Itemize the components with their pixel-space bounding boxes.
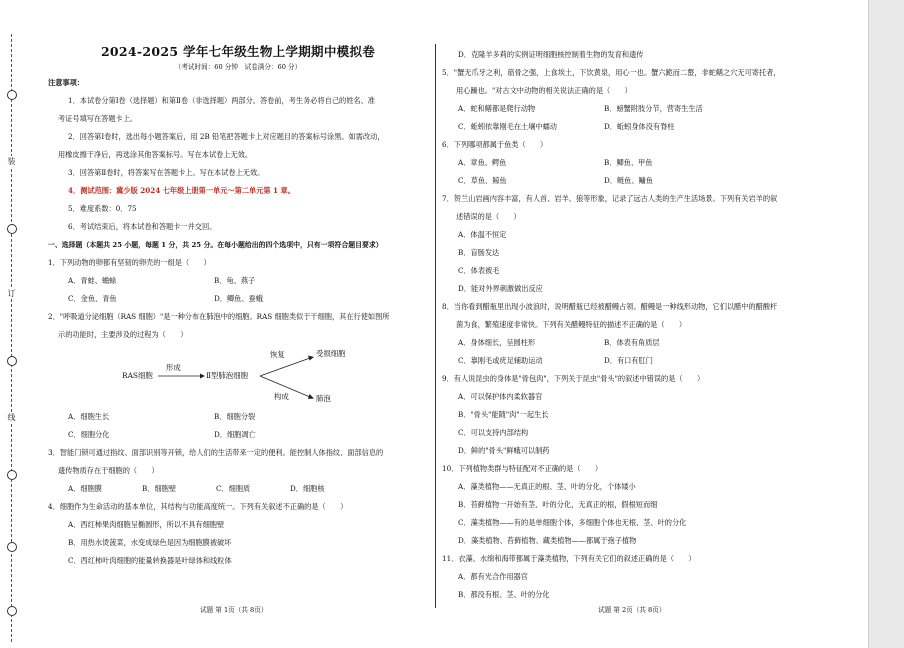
gutter-circle-icon xyxy=(7,606,17,616)
diagram-node-type2: Ⅱ型肺泡细胞 xyxy=(206,371,248,380)
option: C．体表被毛 xyxy=(458,266,500,275)
page-footer-left: 试题 第 1页（共 8页） xyxy=(200,606,268,614)
gutter-circle-icon xyxy=(7,90,17,100)
question-stem: 述错误的是（ ） xyxy=(456,212,521,221)
viewer-background xyxy=(869,0,904,648)
option: B．鲫鱼、甲鱼 xyxy=(604,158,653,167)
question-stem: 8．当你看到醋瓶里出现小波浪时，说明醋瓶已经被醋鳗占领。醋鳗是一种线形动物，它们以醋中的醋酸杆 xyxy=(442,302,778,311)
diagram-edge-restore: 恢复 xyxy=(270,350,285,359)
gutter-circle-icon xyxy=(7,470,17,480)
question-stem: 菌为食，繁殖速度非常快。下列有关醋鳗特征的描述不正确的是（ ） xyxy=(456,320,687,329)
option: D．鲢鱼、鳙鱼 xyxy=(604,176,653,185)
option: A．藻类植物——无真正的根、茎、叶的分化，个体矮小 xyxy=(458,482,636,491)
option: B．用热水烫菠菜，水变成绿色是因为细胞膜被破坏 xyxy=(68,538,232,547)
option: D．蚯蚓身体没有脊柱 xyxy=(604,122,675,131)
notice-item-scope xyxy=(48,182,428,200)
scope-value: 冀少版 2024 七年级上册第一单元～第二单元第 1 章。 xyxy=(116,186,295,195)
option: A．细胞膜 xyxy=(68,484,102,493)
option: D．细胞凋亡 xyxy=(214,430,256,439)
diagram-node-damaged: 受损细胞 xyxy=(316,349,346,358)
option: C．可以支持内部结构 xyxy=(458,428,529,437)
column-divider xyxy=(435,44,436,608)
option: D．细胞核 xyxy=(290,484,325,493)
option: D．藻类植物、苔藓植物、藏类植物——都属于孢子植物 xyxy=(458,536,637,545)
options-row xyxy=(442,100,852,118)
notice-item: 用橡皮擦干净后，再选涂其他答案标号。写在本试卷上无效。 xyxy=(58,150,253,159)
question-stem: 示的功能时，主要涉及的过程为（ ） xyxy=(58,330,188,339)
gutter-label-zhuang: 装 xyxy=(7,157,16,166)
option: A．章鱼、鳄鱼 xyxy=(458,158,507,167)
option: C．金鱼、青鱼 xyxy=(68,294,117,303)
diagram-node-ras: RAS细胞 xyxy=(122,371,153,380)
question-stem: 6．下列哪项都属于鱼类（ ） xyxy=(442,140,548,149)
diagram-edge-form: 形成 xyxy=(166,363,181,372)
diagram-edge-compose: 构成 xyxy=(274,392,289,401)
page-footer-right: 试题 第 2页（共 8页） xyxy=(598,606,666,614)
option: C．蚯蚓依靠刚毛在土壤中蠕动 xyxy=(458,122,557,131)
gutter-label-xian: 线 xyxy=(7,413,16,422)
question-stem: 11．衣藻、水绵和海带都属于藻类植物，下列有关它们的叙述正确的是（ ） xyxy=(442,554,696,563)
option: A．西红柿果肉细胞呈椭圆形，所以不具有细胞壁 xyxy=(68,520,225,529)
option: A．可以保护体内柔软器官 xyxy=(458,392,543,401)
option: B．都没有根、茎、叶的分化 xyxy=(458,590,550,599)
gutter-circle-icon xyxy=(7,356,17,366)
question-stem: 2．"呼吸道分泌细胞（RAS 细胞）"是一种分布在肺泡中的细胞。RAS 细胞类似于干细胞，其在行使如图所 xyxy=(48,312,390,321)
options-row xyxy=(48,480,428,498)
cell-function-diagram xyxy=(48,348,428,406)
left-column xyxy=(48,44,428,570)
gutter-circle-icon xyxy=(7,542,17,552)
question-stem: 7．贺兰山岩画内容丰富，有人首、岩羊、狼等形象，记录了远古人类的生产生活场景。下列有关岩羊的叙 xyxy=(442,194,778,203)
paper-subtitle: （考试时间：60 分钟 试卷满分：60 分） xyxy=(174,63,302,71)
option: C．藻类植物——有的是单细胞个体，多细胞个体也无根、茎、叶的分化 xyxy=(458,518,687,527)
option: D．有口有肛门 xyxy=(604,356,653,365)
section-heading: 一、选择题（本题共 25 小题，每题 1 分，共 25 分。在每小题给出的四个选项中，只有一项符合题目要求） xyxy=(48,241,383,249)
option: D．克隆羊多莉的实例证明细胞核控制着生物的发育和遗传 xyxy=(458,50,644,59)
option: A．青蛙、蟾蜍 xyxy=(68,276,117,285)
question-stem: 遗传物质存在于细胞的（ ） xyxy=(58,466,159,475)
options-row xyxy=(442,352,852,370)
option: B．体表有角质层 xyxy=(604,338,660,347)
option: B．"骨头"能随"肉"一起生长 xyxy=(458,410,549,419)
notice-item: 2．回答第Ⅰ卷时，选出每小题答案后，用 2B 铅笔把答题卡上对应题目的答案标号涂黑。如需改动， xyxy=(68,132,385,141)
right-column xyxy=(442,46,852,604)
options-row xyxy=(442,334,852,352)
scope-label: 4．测试范围： xyxy=(68,186,117,195)
option: D．鲫鱼、蚕蛾 xyxy=(214,294,263,303)
option: A．都有光合作用器官 xyxy=(458,572,528,581)
notice-item: 5．难度系数：0．75 xyxy=(68,204,137,213)
binding-gutter xyxy=(6,34,18,642)
gutter-circle-icon xyxy=(7,224,17,234)
notice-heading: 注意事项： xyxy=(48,78,84,87)
option: A．体温不恒定 xyxy=(458,230,507,239)
option: C．草鱼、鲸鱼 xyxy=(458,176,507,185)
options-row xyxy=(48,272,428,290)
question-stem: 9．有人说昆虫的身体是"骨包肉"，下列关于昆虫"骨头"的叙述中错误的是（ ） xyxy=(442,374,705,383)
option: A．蛇和鳝都是爬行动物 xyxy=(458,104,536,113)
option: A．细胞生长 xyxy=(68,412,110,421)
question-stem: 1．下列动物的卵都有坚韧的卵壳的一组是（ ） xyxy=(48,258,211,267)
option: C．西红柿叶肉细胞的能量转换器是叶绿体和线粒体 xyxy=(68,556,232,565)
option: D．能对外界刺激做出反应 xyxy=(458,284,543,293)
question-stem: 用心躁也。"对古文中动物的相关说法正确的是（ ） xyxy=(456,86,632,95)
options-row xyxy=(48,290,428,308)
option: B．龟、燕子 xyxy=(214,276,256,285)
question-stem: 5．"蟹无爪牙之利，筋骨之强，上食埃土，下饮黄泉，用心一也。蟹六跪而二螯，非蛇鳝之穴无可寄托者， xyxy=(442,68,781,77)
question-stem: 10．下列植物类群与特征配对不正确的是（ ） xyxy=(442,464,603,473)
options-row xyxy=(442,172,852,190)
notice-item: 3．回答第Ⅱ卷时，将答案写在答题卡上。写在本试卷上无效。 xyxy=(68,168,265,177)
option: A．身体细长，呈圆柱形 xyxy=(458,338,536,347)
options-row xyxy=(442,118,852,136)
notice-item: 1．本试卷分第Ⅰ卷（选择题）和第Ⅱ卷（非选择题）两部分。答卷前，考生务必将自己的姓名、准 xyxy=(68,96,375,105)
option: B．细胞分裂 xyxy=(214,412,256,421)
paper-title: 2024-2025 学年七年级生物上学期期中模拟卷 xyxy=(100,44,376,59)
notice-item: 考证号填写在答题卡上。 xyxy=(58,114,138,123)
options-row xyxy=(48,408,428,426)
option: B．苔藓植物一开始有茎、叶的分化，无真正的根，假根短而细 xyxy=(458,500,658,509)
question-stem: 3．智能门锁可通过指纹、面部识别等开锁，给人们的生活带来一定的便利。能控制人体指纹、面部信息的 xyxy=(48,448,384,457)
options-row xyxy=(442,154,852,172)
question-stem: 4．细胞作为生命活动的基本单位，其结构与功能高度统一。下列有关叙述不正确的是（ ） xyxy=(48,502,348,511)
notice-item: 6．考试结束后，将本试卷和答题卡一并交回。 xyxy=(68,222,217,231)
diagram-node-alveoli: 肺泡 xyxy=(316,394,331,403)
gutter-label-ding: 订 xyxy=(7,289,16,298)
option: D．鲜的"骨头"鲜蛾可以制药 xyxy=(458,446,550,455)
option: B．盲肠发达 xyxy=(458,248,500,257)
option: C．细胞分化 xyxy=(68,430,110,439)
option: C．靠刚毛或疣足辅助运动 xyxy=(458,356,543,365)
option: C．细胞质 xyxy=(216,484,251,493)
options-row xyxy=(48,426,428,444)
option: B．螃蟹附肢分节，营寄生生活 xyxy=(604,104,703,113)
option: B．细胞壁 xyxy=(142,484,177,493)
